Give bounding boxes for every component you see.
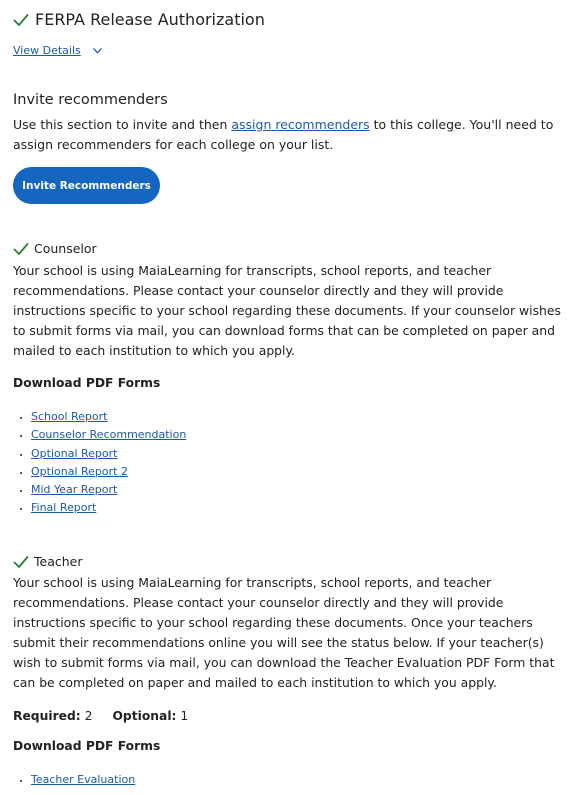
ferpa-title: FERPA Release Authorization bbox=[35, 10, 265, 29]
teacher-download-heading: Download PDF Forms bbox=[13, 739, 161, 753]
teacher-requirements bbox=[13, 709, 188, 723]
list-item bbox=[31, 408, 186, 426]
checkmark-icon bbox=[13, 555, 29, 569]
invite-text-before: Use this section to invite and then bbox=[13, 117, 232, 132]
invite-recommenders-button[interactable]: Invite Recommenders bbox=[13, 167, 160, 204]
view-details-toggle[interactable] bbox=[13, 44, 102, 57]
list-item bbox=[31, 426, 186, 444]
checkmark-icon bbox=[13, 13, 29, 27]
counselor-form-link[interactable]: Optional Report bbox=[31, 446, 118, 460]
counselor-heading: Counselor bbox=[34, 241, 97, 256]
invite-recommenders-heading: Invite recommenders bbox=[13, 92, 168, 108]
list-item bbox=[31, 499, 186, 517]
optional-count bbox=[112, 709, 188, 723]
assign-recommenders-link[interactable]: assign recommenders bbox=[231, 117, 370, 132]
counselor-form-link[interactable]: School Report bbox=[31, 410, 108, 423]
required-label: Required: bbox=[13, 709, 81, 723]
teacher-heading: Teacher bbox=[34, 554, 83, 569]
counselor-download-heading: Download PDF Forms bbox=[13, 376, 161, 390]
list-item bbox=[31, 463, 186, 481]
counselor-description: Your school is using MaiaLearning for transcripts, school reports, and teacher recommendations. Please contact your counselor directly and they will provide instructions specific to your school regarding these documents. If your counselor wishes to submit forms via mail, you can download forms that can be completed on paper and mailed to each institution to which you apply. bbox=[13, 263, 561, 358]
teacher-form-link[interactable]: Teacher Evaluation bbox=[31, 773, 136, 786]
chevron-down-icon[interactable] bbox=[93, 48, 102, 54]
counselor-section-header bbox=[13, 241, 97, 256]
list-item bbox=[31, 445, 186, 463]
list-item bbox=[31, 771, 135, 789]
checkmark-icon bbox=[13, 242, 29, 256]
list-item bbox=[31, 481, 186, 499]
teacher-description: Your school is using MaiaLearning for transcripts, school reports, and teacher recommendations. Please contact your counselor directly and they will provide instructions specific to your school regarding these documents. Once your teachers submit their recommendations online you will see the status below. If your teacher(s) wish to submit forms via mail, you can download the Teacher Evaluation PDF Form that can be completed on paper and mailed to each institution to which you apply. bbox=[13, 575, 555, 690]
counselor-form-link[interactable]: Mid Year Report bbox=[31, 483, 118, 497]
counselor-form-link[interactable]: Final Report bbox=[31, 501, 97, 515]
counselor-forms-list bbox=[13, 408, 186, 518]
invite-text-after: to this college. You'll need to assign recommenders for each college on your list. bbox=[13, 117, 554, 152]
optional-label: Optional: bbox=[112, 709, 177, 723]
ferpa-section-header bbox=[13, 10, 265, 29]
counselor-form-link[interactable]: Counselor Recommendation bbox=[31, 428, 187, 442]
counselor-form-link[interactable]: Optional Report 2 bbox=[31, 464, 128, 478]
teacher-section-header bbox=[13, 554, 83, 569]
view-details-link[interactable]: View Details bbox=[13, 44, 81, 57]
required-count bbox=[13, 709, 92, 723]
invite-recommenders-description bbox=[13, 115, 573, 155]
optional-value: 1 bbox=[180, 709, 189, 723]
required-value: 2 bbox=[84, 709, 93, 723]
teacher-forms-list bbox=[13, 771, 135, 789]
